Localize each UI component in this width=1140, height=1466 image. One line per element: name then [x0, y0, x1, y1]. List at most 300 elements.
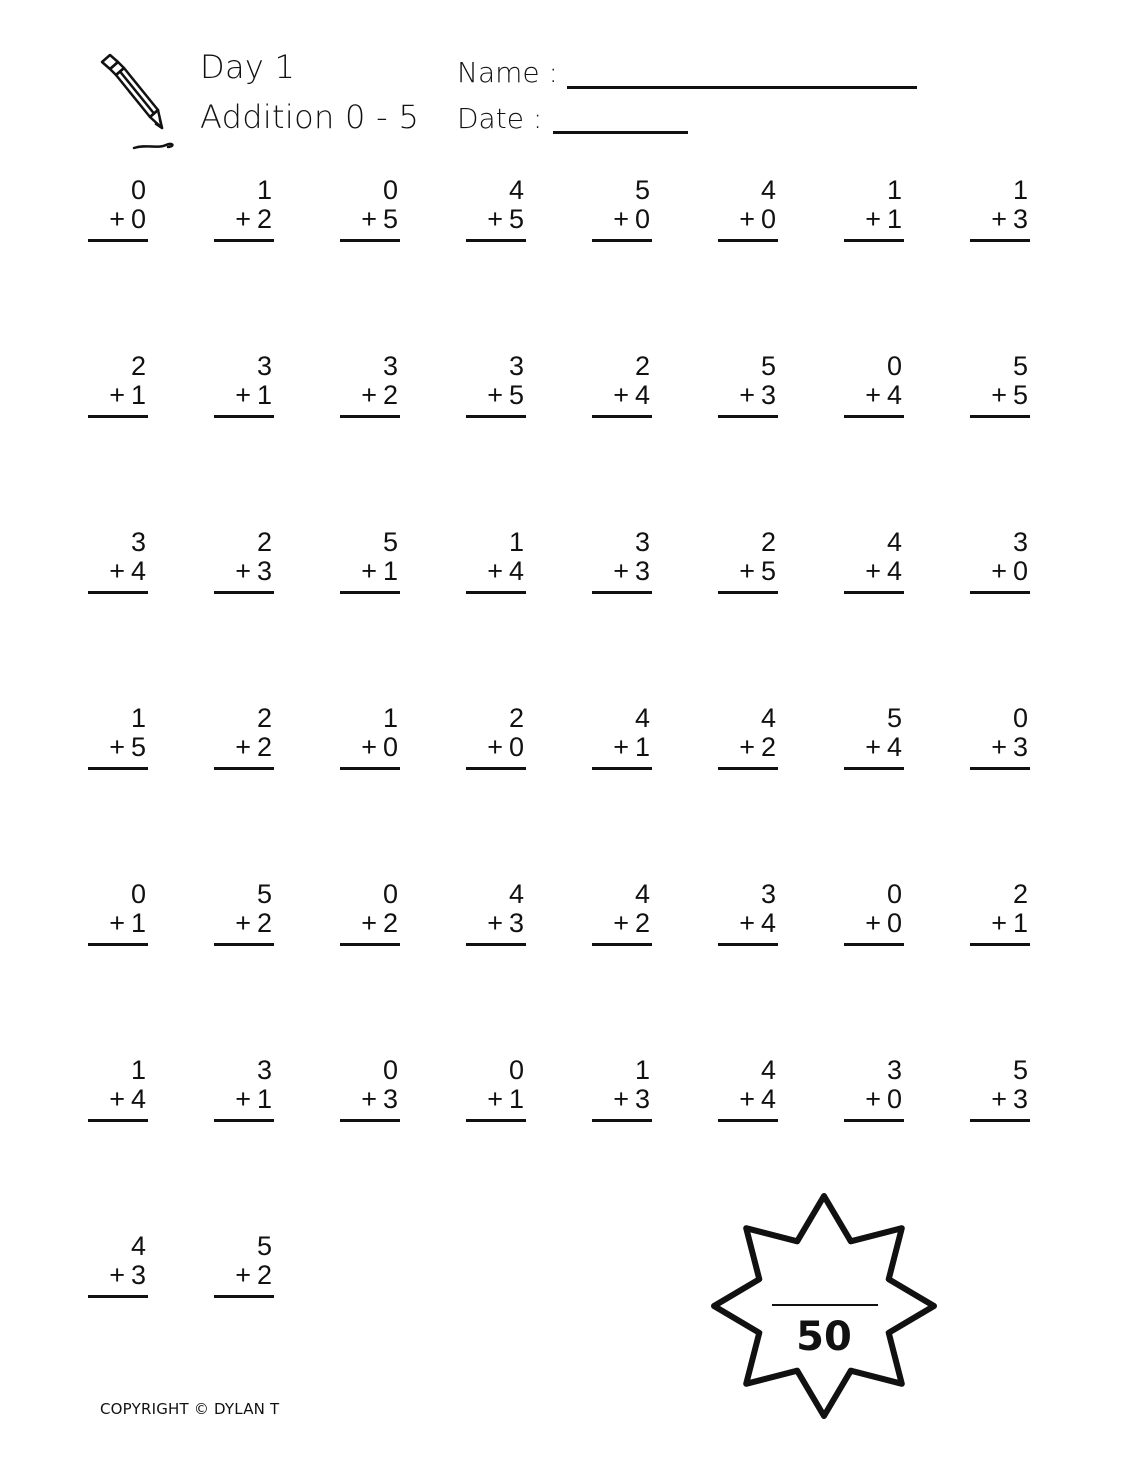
plus-sign: + — [865, 380, 881, 410]
addend-top: 3 — [130, 527, 146, 557]
addend-bottom: 3 — [256, 556, 272, 586]
addend-bottom-row — [487, 908, 524, 938]
plus-sign: + — [613, 908, 629, 938]
plus-sign: + — [991, 380, 1007, 410]
addition-problem — [206, 175, 282, 255]
answer-line[interactable] — [340, 591, 400, 594]
addend-bottom-row — [739, 1084, 776, 1114]
answer-line[interactable] — [88, 1295, 148, 1298]
addend-top: 4 — [760, 703, 776, 733]
addition-problem — [962, 703, 1038, 783]
addition-problem — [710, 703, 786, 783]
addend-top: 1 — [886, 175, 902, 205]
addend-bottom-row — [739, 204, 776, 234]
addend-top: 1 — [256, 175, 272, 205]
addition-problem — [584, 175, 660, 255]
answer-line[interactable] — [718, 767, 778, 770]
answer-line[interactable] — [592, 767, 652, 770]
addend-top: 3 — [760, 879, 776, 909]
plus-sign: + — [865, 908, 881, 938]
addition-problem — [80, 879, 156, 959]
answer-line[interactable] — [214, 1295, 274, 1298]
addition-problem — [206, 1055, 282, 1135]
addend-bottom-row — [865, 204, 902, 234]
addition-problem — [206, 879, 282, 959]
addend-bottom: 2 — [256, 204, 272, 234]
addend-top: 2 — [130, 351, 146, 381]
addition-problem — [206, 1231, 282, 1311]
addend-bottom-row — [235, 908, 272, 938]
score-badge — [708, 1190, 940, 1422]
addition-problem — [710, 527, 786, 607]
addition-problem — [962, 527, 1038, 607]
addend-bottom-row — [235, 204, 272, 234]
plus-sign: + — [487, 1084, 503, 1114]
addend-top: 0 — [886, 351, 902, 381]
addend-top: 5 — [1012, 1055, 1028, 1085]
addition-problem — [458, 1055, 534, 1135]
addition-problem — [962, 879, 1038, 959]
addition-problem — [332, 351, 408, 431]
addition-problem — [584, 879, 660, 959]
addend-top: 4 — [634, 879, 650, 909]
addend-bottom: 1 — [256, 1084, 272, 1114]
worksheet-day: Day 1 — [200, 48, 296, 86]
addend-bottom-row — [739, 908, 776, 938]
addition-problem — [458, 175, 534, 255]
addend-bottom: 0 — [886, 908, 902, 938]
addend-bottom: 4 — [886, 732, 902, 762]
addend-bottom-row — [865, 1084, 902, 1114]
addition-problem — [458, 351, 534, 431]
plus-sign: + — [109, 556, 125, 586]
addend-bottom: 1 — [130, 380, 146, 410]
plus-sign: + — [109, 204, 125, 234]
score-field[interactable] — [772, 1304, 878, 1306]
plus-sign: + — [487, 908, 503, 938]
addend-bottom: 4 — [130, 556, 146, 586]
addend-bottom: 1 — [1012, 908, 1028, 938]
addend-top: 3 — [508, 351, 524, 381]
plus-sign: + — [991, 908, 1007, 938]
plus-sign: + — [109, 1084, 125, 1114]
addend-bottom-row — [487, 380, 524, 410]
answer-line[interactable] — [466, 943, 526, 946]
addend-bottom-row — [739, 732, 776, 762]
addition-problem — [836, 1055, 912, 1135]
answer-line[interactable] — [970, 767, 1030, 770]
addition-problem — [80, 1055, 156, 1135]
addend-bottom-row — [613, 908, 650, 938]
addition-problem — [710, 1055, 786, 1135]
addition-problem — [836, 175, 912, 255]
addend-bottom: 2 — [382, 908, 398, 938]
addend-bottom-row — [487, 732, 524, 762]
answer-line[interactable] — [844, 767, 904, 770]
plus-sign: + — [739, 204, 755, 234]
addend-top: 4 — [130, 1231, 146, 1261]
addend-bottom-row — [613, 732, 650, 762]
addend-bottom: 3 — [508, 908, 524, 938]
addend-bottom-row — [991, 380, 1028, 410]
addend-bottom: 2 — [634, 908, 650, 938]
name-field[interactable] — [567, 86, 917, 89]
answer-line[interactable] — [466, 415, 526, 418]
addition-problem — [962, 175, 1038, 255]
answer-line[interactable] — [214, 767, 274, 770]
plus-sign: + — [739, 380, 755, 410]
addend-top: 5 — [256, 1231, 272, 1261]
answer-line[interactable] — [340, 415, 400, 418]
plus-sign: + — [613, 1084, 629, 1114]
answer-line[interactable] — [718, 1119, 778, 1122]
addend-bottom-row — [361, 732, 398, 762]
addition-problem — [332, 1055, 408, 1135]
copyright-text: COPYRIGHT © DYLAN T — [100, 1400, 280, 1418]
addend-bottom-row — [487, 1084, 524, 1114]
addend-bottom-row — [109, 908, 146, 938]
addend-top: 5 — [886, 703, 902, 733]
answer-line[interactable] — [592, 591, 652, 594]
addend-bottom-row — [109, 1260, 146, 1290]
answer-line[interactable] — [970, 1119, 1030, 1122]
date-label: Date : — [457, 102, 543, 135]
score-total: 50 — [796, 1314, 852, 1360]
addend-bottom-row — [109, 380, 146, 410]
addend-bottom: 1 — [634, 732, 650, 762]
addend-bottom-row — [361, 380, 398, 410]
addition-problem — [584, 351, 660, 431]
answer-line[interactable] — [970, 591, 1030, 594]
addend-top: 4 — [760, 175, 776, 205]
addend-top: 0 — [382, 1055, 398, 1085]
addend-bottom: 4 — [634, 380, 650, 410]
addend-bottom-row — [109, 204, 146, 234]
answer-line[interactable] — [88, 591, 148, 594]
plus-sign: + — [739, 1084, 755, 1114]
plus-sign: + — [235, 908, 251, 938]
plus-sign: + — [613, 204, 629, 234]
addend-bottom-row — [991, 732, 1028, 762]
addend-top: 3 — [886, 1055, 902, 1085]
addend-bottom: 3 — [634, 1084, 650, 1114]
addend-top: 0 — [886, 879, 902, 909]
addition-problem — [836, 527, 912, 607]
answer-line[interactable] — [592, 943, 652, 946]
addition-problem — [710, 351, 786, 431]
addend-top: 2 — [508, 703, 524, 733]
addend-bottom-row — [235, 556, 272, 586]
addend-top: 1 — [634, 1055, 650, 1085]
answer-line[interactable] — [88, 767, 148, 770]
addend-top: 2 — [760, 527, 776, 557]
addend-bottom-row — [613, 1084, 650, 1114]
addend-bottom-row — [235, 380, 272, 410]
addition-problem — [710, 175, 786, 255]
addend-bottom: 1 — [382, 556, 398, 586]
addend-bottom: 3 — [634, 556, 650, 586]
addend-top: 2 — [256, 527, 272, 557]
answer-line[interactable] — [844, 1119, 904, 1122]
addend-top: 3 — [634, 527, 650, 557]
addend-bottom: 5 — [508, 380, 524, 410]
answer-line[interactable] — [340, 943, 400, 946]
answer-line[interactable] — [214, 591, 274, 594]
answer-line[interactable] — [970, 943, 1030, 946]
addend-top: 1 — [130, 1055, 146, 1085]
addend-bottom-row — [109, 556, 146, 586]
plus-sign: + — [235, 380, 251, 410]
addend-bottom: 0 — [508, 732, 524, 762]
addend-top: 0 — [382, 175, 398, 205]
addend-bottom: 3 — [1012, 204, 1028, 234]
addend-top: 1 — [1012, 175, 1028, 205]
addend-bottom: 2 — [256, 1260, 272, 1290]
answer-line[interactable] — [718, 239, 778, 242]
addend-bottom: 0 — [1012, 556, 1028, 586]
plus-sign: + — [109, 1260, 125, 1290]
addend-bottom: 5 — [508, 204, 524, 234]
name-label: Name : — [457, 56, 558, 89]
addend-bottom-row — [361, 1084, 398, 1114]
addition-problem — [458, 527, 534, 607]
addition-problem — [836, 703, 912, 783]
answer-line[interactable] — [466, 1119, 526, 1122]
addend-bottom: 2 — [256, 732, 272, 762]
addend-top: 5 — [760, 351, 776, 381]
addend-bottom-row — [109, 732, 146, 762]
plus-sign: + — [991, 732, 1007, 762]
plus-sign: + — [487, 204, 503, 234]
answer-line[interactable] — [970, 415, 1030, 418]
addend-top: 4 — [508, 879, 524, 909]
plus-sign: + — [235, 732, 251, 762]
addend-bottom-row — [865, 908, 902, 938]
plus-sign: + — [865, 204, 881, 234]
addend-bottom-row — [613, 204, 650, 234]
answer-line[interactable] — [214, 1119, 274, 1122]
addend-top: 5 — [256, 879, 272, 909]
addition-problem — [458, 879, 534, 959]
answer-line[interactable] — [88, 415, 148, 418]
addend-top: 3 — [1012, 527, 1028, 557]
plus-sign: + — [613, 732, 629, 762]
addend-bottom-row — [613, 556, 650, 586]
answer-line[interactable] — [844, 943, 904, 946]
addition-problem — [332, 703, 408, 783]
addition-problem — [962, 351, 1038, 431]
addend-top: 5 — [382, 527, 398, 557]
answer-line[interactable] — [844, 591, 904, 594]
addend-bottom: 0 — [634, 204, 650, 234]
addend-bottom-row — [991, 908, 1028, 938]
addend-bottom: 4 — [886, 556, 902, 586]
addend-top: 4 — [634, 703, 650, 733]
addition-problem — [710, 879, 786, 959]
answer-line[interactable] — [214, 943, 274, 946]
addition-problem — [80, 527, 156, 607]
addend-bottom-row — [739, 380, 776, 410]
addend-bottom: 2 — [760, 732, 776, 762]
answer-line[interactable] — [340, 767, 400, 770]
addend-bottom-row — [487, 204, 524, 234]
plus-sign: + — [109, 732, 125, 762]
addend-bottom: 5 — [760, 556, 776, 586]
addend-bottom-row — [109, 1084, 146, 1114]
addition-problem — [584, 527, 660, 607]
addend-bottom-row — [739, 556, 776, 586]
answer-line[interactable] — [844, 239, 904, 242]
plus-sign: + — [361, 908, 377, 938]
plus-sign: + — [109, 908, 125, 938]
answer-line[interactable] — [214, 239, 274, 242]
answer-line[interactable] — [466, 591, 526, 594]
addend-bottom-row — [361, 908, 398, 938]
addend-bottom-row — [613, 380, 650, 410]
addend-bottom: 0 — [886, 1084, 902, 1114]
addition-problem — [80, 1231, 156, 1311]
addend-top: 3 — [256, 351, 272, 381]
answer-line[interactable] — [970, 239, 1030, 242]
addition-problem — [332, 527, 408, 607]
plus-sign: + — [361, 732, 377, 762]
addend-top: 1 — [508, 527, 524, 557]
plus-sign: + — [739, 732, 755, 762]
plus-sign: + — [865, 1084, 881, 1114]
addition-problem — [332, 879, 408, 959]
addition-problem — [80, 175, 156, 255]
plus-sign: + — [991, 1084, 1007, 1114]
addend-bottom: 4 — [130, 1084, 146, 1114]
addend-top: 2 — [634, 351, 650, 381]
answer-line[interactable] — [718, 415, 778, 418]
addition-problem — [458, 703, 534, 783]
addend-top: 3 — [256, 1055, 272, 1085]
addend-bottom: 3 — [382, 1084, 398, 1114]
answer-line[interactable] — [214, 415, 274, 418]
addend-top: 4 — [508, 175, 524, 205]
addition-problem — [80, 351, 156, 431]
plus-sign: + — [739, 556, 755, 586]
addition-problem — [836, 351, 912, 431]
addend-top: 2 — [1012, 879, 1028, 909]
addend-bottom: 1 — [508, 1084, 524, 1114]
addend-bottom-row — [991, 1084, 1028, 1114]
plus-sign: + — [739, 908, 755, 938]
plus-sign: + — [613, 556, 629, 586]
addend-bottom: 1 — [130, 908, 146, 938]
addend-bottom-row — [235, 732, 272, 762]
addend-top: 1 — [382, 703, 398, 733]
addend-top: 2 — [256, 703, 272, 733]
addend-bottom: 4 — [508, 556, 524, 586]
addition-problem — [584, 703, 660, 783]
star-badge-icon — [708, 1190, 940, 1422]
answer-line[interactable] — [718, 591, 778, 594]
answer-line[interactable] — [844, 415, 904, 418]
plus-sign: + — [235, 1260, 251, 1290]
answer-line[interactable] — [592, 1119, 652, 1122]
plus-sign: + — [865, 732, 881, 762]
addend-top: 0 — [382, 879, 398, 909]
addend-bottom: 4 — [760, 908, 776, 938]
addition-problem — [584, 1055, 660, 1135]
plus-sign: + — [109, 380, 125, 410]
addend-bottom-row — [865, 732, 902, 762]
plus-sign: + — [613, 380, 629, 410]
addend-bottom-row — [865, 380, 902, 410]
addend-bottom-row — [865, 556, 902, 586]
plus-sign: + — [361, 380, 377, 410]
answer-line[interactable] — [88, 239, 148, 242]
addend-bottom: 1 — [886, 204, 902, 234]
worksheet-subtitle: Addition 0 - 5 — [200, 98, 420, 136]
plus-sign: + — [991, 556, 1007, 586]
plus-sign: + — [361, 556, 377, 586]
addition-problem — [962, 1055, 1038, 1135]
answer-line[interactable] — [466, 767, 526, 770]
plus-sign: + — [235, 204, 251, 234]
answer-line[interactable] — [88, 1119, 148, 1122]
answer-line[interactable] — [88, 943, 148, 946]
addend-bottom-row — [361, 556, 398, 586]
addend-bottom: 0 — [382, 732, 398, 762]
addend-top: 0 — [130, 879, 146, 909]
addend-top: 4 — [886, 527, 902, 557]
plus-sign: + — [361, 1084, 377, 1114]
addend-top: 5 — [634, 175, 650, 205]
addend-top: 5 — [1012, 351, 1028, 381]
answer-line[interactable] — [718, 943, 778, 946]
addend-bottom-row — [361, 204, 398, 234]
answer-line[interactable] — [340, 1119, 400, 1122]
addend-bottom: 5 — [1012, 380, 1028, 410]
answer-line[interactable] — [592, 239, 652, 242]
addend-bottom: 2 — [382, 380, 398, 410]
addend-bottom-row — [991, 204, 1028, 234]
addend-top: 0 — [130, 175, 146, 205]
addition-problem — [332, 175, 408, 255]
addend-bottom: 5 — [130, 732, 146, 762]
addend-top: 1 — [130, 703, 146, 733]
addition-problem — [206, 527, 282, 607]
plus-sign: + — [865, 556, 881, 586]
addend-bottom: 4 — [760, 1084, 776, 1114]
plus-sign: + — [487, 380, 503, 410]
addend-bottom-row — [235, 1260, 272, 1290]
addend-bottom: 1 — [256, 380, 272, 410]
pencil-icon — [96, 52, 180, 154]
addend-bottom-row — [487, 556, 524, 586]
plus-sign: + — [487, 556, 503, 586]
answer-line[interactable] — [592, 415, 652, 418]
addend-bottom: 5 — [382, 204, 398, 234]
addend-bottom: 0 — [760, 204, 776, 234]
plus-sign: + — [235, 1084, 251, 1114]
addend-bottom: 2 — [256, 908, 272, 938]
date-field[interactable] — [553, 131, 688, 134]
addend-bottom: 3 — [760, 380, 776, 410]
plus-sign: + — [487, 732, 503, 762]
addition-problem — [206, 703, 282, 783]
addition-problem — [836, 879, 912, 959]
addend-bottom: 3 — [1012, 1084, 1028, 1114]
addend-bottom-row — [991, 556, 1028, 586]
addend-bottom: 4 — [886, 380, 902, 410]
answer-line[interactable] — [340, 239, 400, 242]
addend-top: 0 — [508, 1055, 524, 1085]
answer-line[interactable] — [466, 239, 526, 242]
